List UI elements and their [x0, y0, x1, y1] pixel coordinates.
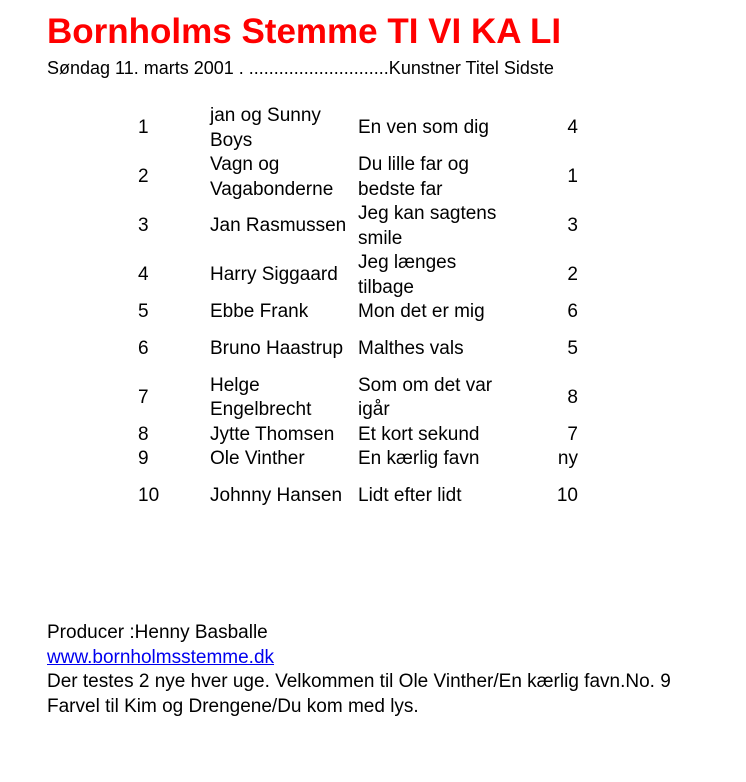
- table-row: [138, 423, 578, 448]
- position-cell: 4: [138, 264, 149, 286]
- artist-cell: Ebbe Frank: [210, 301, 309, 322]
- position-cell: 9: [138, 448, 149, 469]
- table-row: [138, 104, 578, 153]
- song-title-cell: Jeg kan sagtens smile: [358, 203, 497, 249]
- table-row: [138, 374, 578, 423]
- position-cell: 3: [138, 215, 149, 237]
- position-cell: 2: [138, 166, 149, 188]
- song-title-cell: En kærlig favn: [358, 448, 480, 469]
- last-position-cell: 2: [567, 264, 578, 286]
- artist-cell: Vagn og Vagabonderne: [210, 154, 334, 200]
- song-title-cell: Mon det er mig: [358, 301, 485, 322]
- last-position-cell: 5: [567, 337, 578, 359]
- chart-table: [138, 104, 578, 521]
- table-row: [138, 300, 578, 325]
- last-position-cell: ny: [557, 448, 578, 469]
- song-title-cell: Lidt efter lidt: [358, 484, 462, 506]
- last-position-cell: 6: [567, 301, 578, 322]
- table-row: [138, 472, 578, 521]
- table-row: [138, 325, 578, 374]
- last-position-cell: 10: [556, 484, 578, 506]
- table-row: [138, 153, 578, 202]
- artist-cell: Ole Vinther: [210, 448, 305, 469]
- artist-cell: Jytte Thomsen: [210, 423, 335, 445]
- table-row: [138, 447, 578, 472]
- artist-cell: Johnny Hansen: [210, 484, 343, 506]
- song-title-cell: Du lille far og bedste far: [358, 154, 469, 200]
- song-title-cell: Et kort sekund: [358, 423, 480, 445]
- table-row: [138, 202, 578, 251]
- position-cell: 8: [138, 423, 149, 445]
- footer-farewell: Farvel til Kim og Drengene/Du kom med lys.: [47, 695, 419, 717]
- position-cell: 6: [138, 337, 149, 359]
- last-position-cell: 3: [567, 215, 578, 237]
- artist-cell: Helge Engelbrecht: [210, 374, 312, 420]
- footer-note: Der testes 2 nye hver uge. Velkommen til Ole Vinther/En kærlig favn.No. 9: [47, 671, 671, 692]
- position-cell: 5: [138, 301, 149, 322]
- table-row: [138, 251, 578, 300]
- position-cell: 10: [138, 484, 160, 506]
- position-cell: 7: [138, 386, 149, 408]
- producer-line: Producer :Henny Basballe: [47, 622, 268, 643]
- song-title-cell: Jeg længes tilbage: [358, 252, 457, 298]
- artist-cell: Bruno Haastrup: [210, 337, 344, 359]
- page-subtitle: Søndag 11. marts 2001 . ............................Kunstner Titel Sidste: [47, 58, 554, 78]
- artist-cell: Jan Rasmussen: [210, 215, 347, 237]
- artist-cell: Harry Siggaard: [210, 264, 338, 286]
- song-title-cell: Som om det var igår: [358, 374, 493, 420]
- song-title-cell: Malthes vals: [358, 337, 464, 359]
- artist-cell: jan og Sunny Boys: [210, 105, 321, 151]
- page-title: Bornholms Stemme TI VI KA LI: [47, 12, 562, 51]
- last-position-cell: 4: [567, 117, 578, 139]
- position-cell: 1: [138, 117, 149, 139]
- last-position-cell: 7: [567, 423, 578, 445]
- last-position-cell: 1: [567, 166, 578, 188]
- song-title-cell: En ven som dig: [358, 117, 489, 139]
- footer: [47, 621, 707, 719]
- website-link[interactable]: www.bornholmsstemme.dk: [47, 646, 275, 668]
- last-position-cell: 8: [567, 386, 578, 408]
